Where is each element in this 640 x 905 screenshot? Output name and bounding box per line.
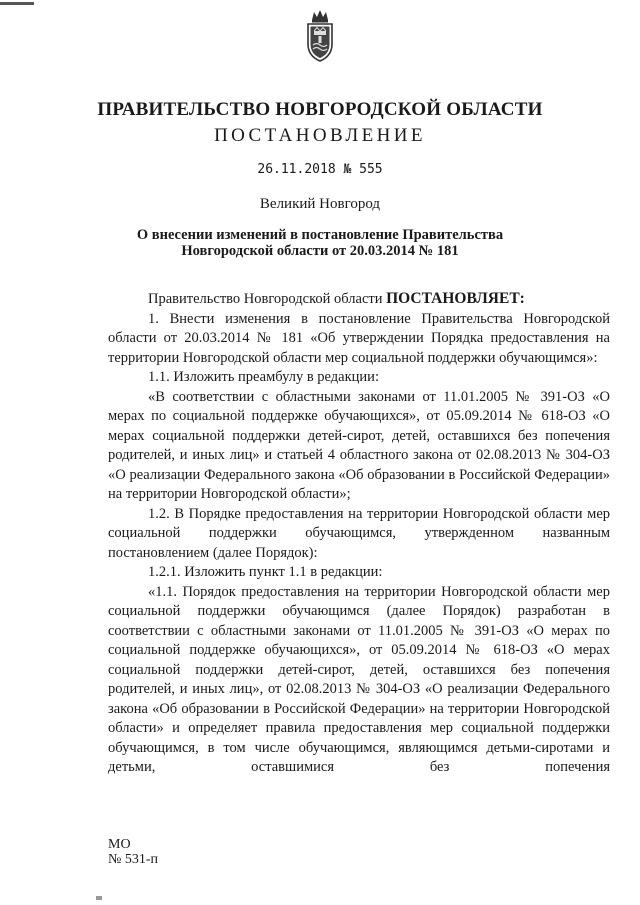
lead-prefix: Правительство Новгородской области	[148, 291, 387, 307]
footer-initials: МО	[108, 837, 131, 852]
paragraph-1-2: 1.2. В Порядке предоставления на территории Новгородской области мер социальной поддержки обучающимся, утвержденном названным постановлением (далее Порядок):	[108, 505, 610, 561]
paragraph-1-2-1: 1.2.1. Изложить пункт 1.1 в редакции:	[148, 564, 383, 580]
document-type: ПОСТАНОВЛЕНИЕ	[214, 125, 426, 146]
scan-bottom-mark	[96, 896, 102, 900]
document-footer	[108, 837, 158, 867]
subject-line-1: О внесении изменений в постановление Правительства	[136, 227, 504, 243]
paragraph-1: 1. Внести изменения в постановление Правительства Новгородской области от 20.03.2014 № 181 «Об утверждении Порядка предоставления на территории Новгородской области мер социальной поддержки обучающимся»:	[108, 310, 610, 366]
coat-of-arms-icon	[300, 8, 340, 64]
footer-reference: № 531-п	[108, 852, 159, 867]
lead-paragraph	[108, 289, 610, 310]
paragraph-1-1-text: «В соответствии с областными законами от 11.01.2005 № 391-ОЗ «О мерах по социальной поддержке обучающихся», от 05.09.2014 № 618-ОЗ «О мерах социальной поддержки детей-сирот, детей, оставшихся без попечения родителей, и иных лиц» и статьей 4 областного закона от 02.08.2013 № 304-ОЗ «О реализации Федерального закона «Об образовании в Российской Федерации» на территории Новгородской области»;	[108, 388, 610, 502]
city-name: Великий Новгород	[259, 196, 381, 212]
document-subject	[0, 227, 640, 259]
subject-line-2: Новгородской области от 20.03.2014 № 181	[181, 243, 459, 259]
paragraph-1-2-1-text: «1.1. Порядок предоставления на территории Новгородской области мер социальной поддержки обучающимся (далее Порядок) разработан в соответствии с областными законами от 11.01.2005 № 391-ОЗ «О мерах по социальной поддержке обучающихся», от 05.09.2014 № 618-ОЗ «О мерах социальной поддержки детей-сирот, детей, оставшихся без попечения родителей, и иных лиц», от 02.08.2013 № 304-ОЗ «О реализации Федерального закона «Об образовании в Российской Федерации» на территории Новгородской области» и определяет правила предоставления мер социальной поддержки обучающимся, в том числе обучающимся, являющимся детьми-сиротами и детьми, оставшимися без попечения	[108, 583, 610, 775]
date-and-number: 26.11.2018 № 555	[257, 162, 383, 177]
government-title: ПРАВИТЕЛЬСТВО НОВГОРОДСКОЙ ОБЛАСТИ	[97, 99, 543, 120]
lead-keyword: ПОСТАНОВЛЯЕТ:	[386, 290, 525, 307]
paragraph-1-1: 1.1. Изложить преамбулу в редакции:	[148, 369, 379, 385]
scan-corner-mark	[0, 2, 34, 5]
document-body	[108, 289, 610, 778]
